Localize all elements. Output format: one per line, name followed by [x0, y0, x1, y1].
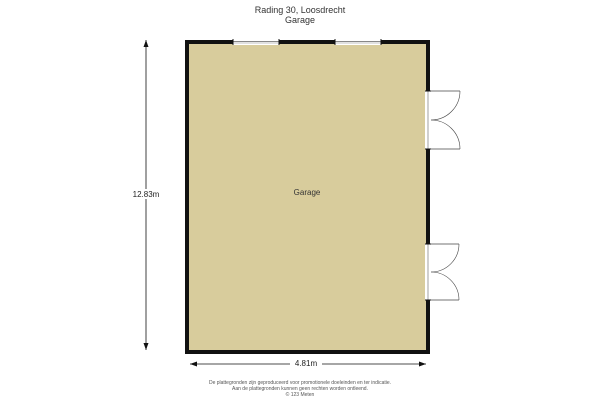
- room-label-garage: Garage: [293, 188, 321, 197]
- door-upper: [425, 91, 460, 149]
- window-right: [335, 39, 381, 45]
- window-left: [233, 39, 279, 45]
- disclaimer-line-1: De plattegronden zijn geproduceerd voor promotionele doeleinden en ter indicatie.: [208, 380, 392, 386]
- floor-title: Garage: [284, 15, 316, 25]
- garage-floor: [189, 44, 426, 350]
- disclaimer-line-2: Aan de plattegronden kunnen geen rechten worden ontleend.: [232, 386, 368, 392]
- height-dimension-label: 12.83m: [132, 190, 160, 199]
- copyright-notice: © 123 Meten: [285, 392, 315, 398]
- address-title: Rading 30, Loosdrecht: [254, 5, 346, 15]
- door-lower: [425, 244, 459, 300]
- width-dimension-label: 4.81m: [294, 359, 318, 368]
